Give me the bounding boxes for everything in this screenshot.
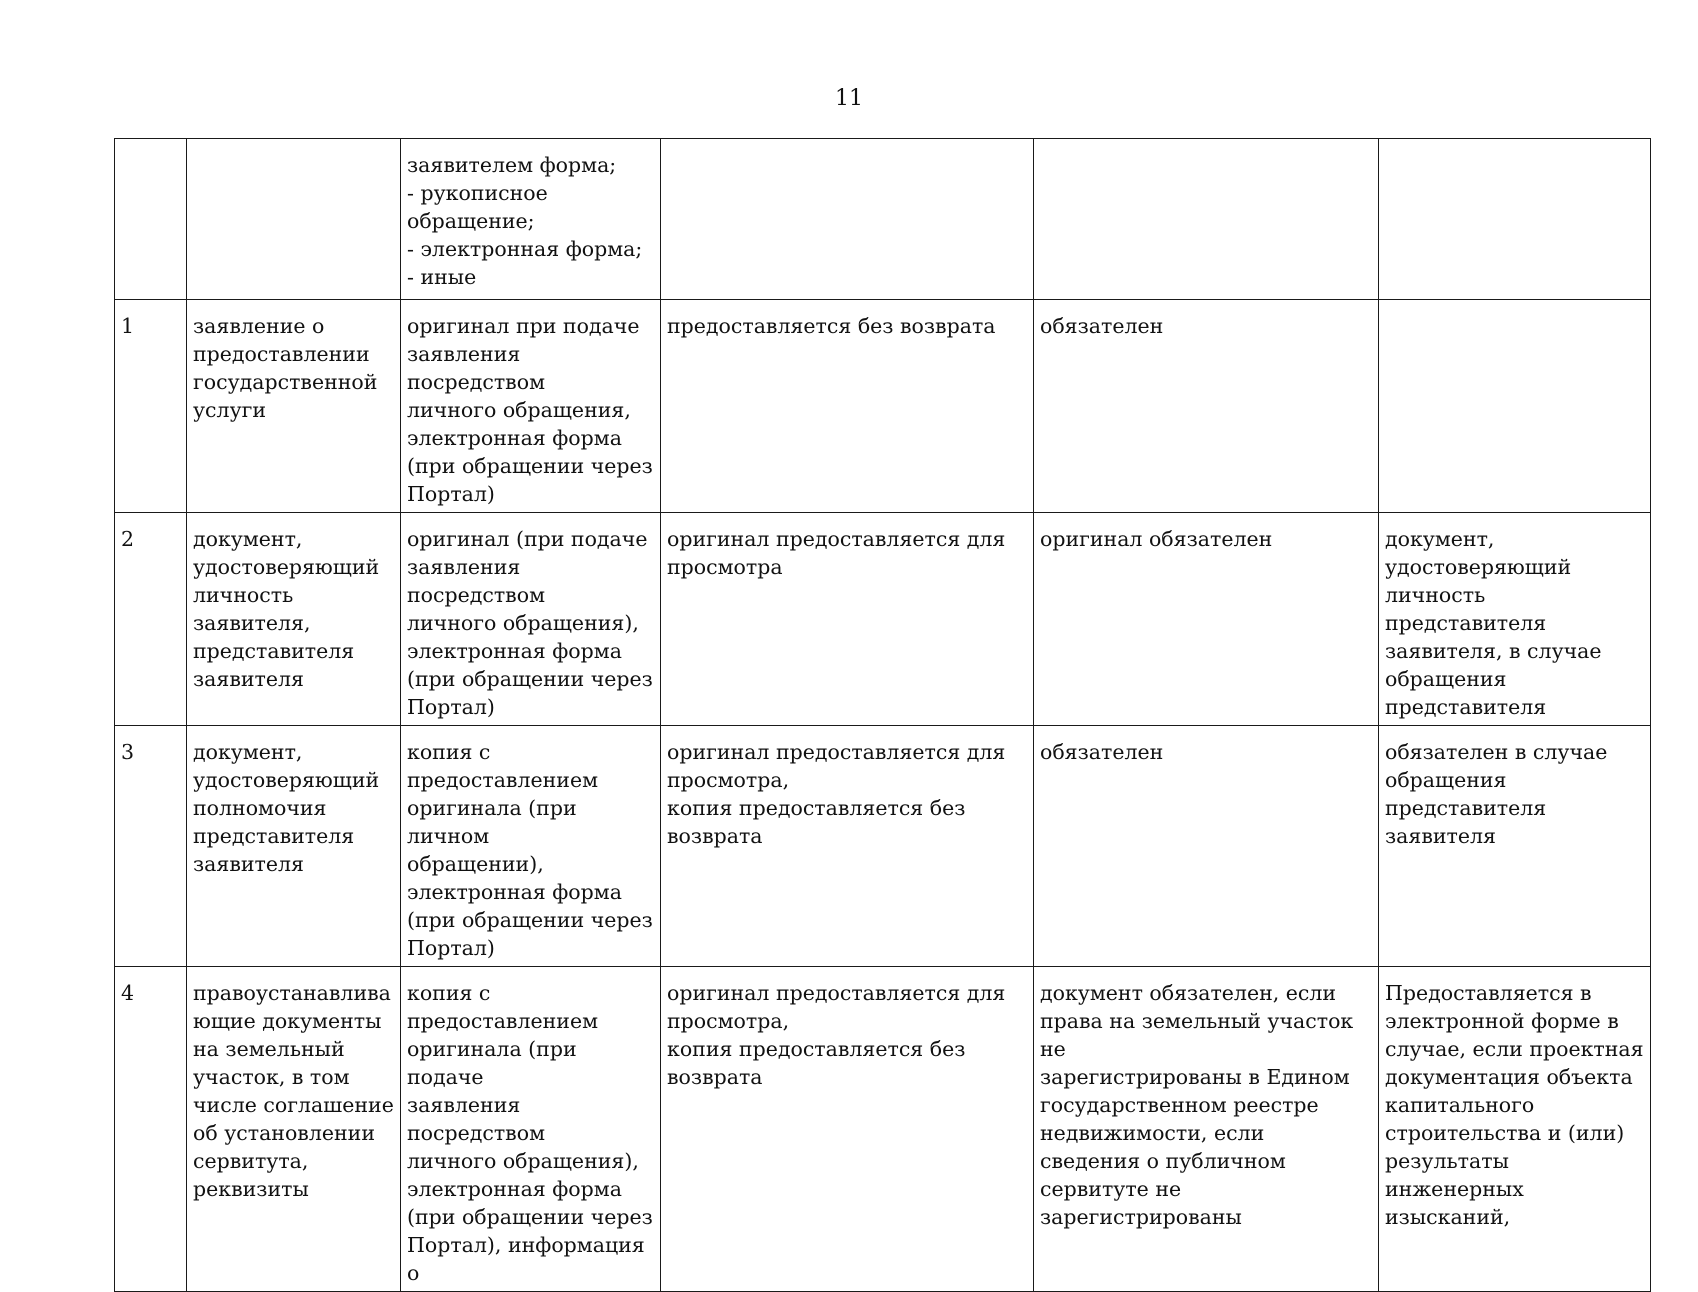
cell-notes: обязателен в случае обращения представителя заявителя (1379, 726, 1651, 967)
table-row (115, 967, 1651, 1292)
cell-submission-terms: предоставляется без возврата (661, 300, 1034, 513)
cell-notes (1379, 300, 1651, 513)
cell-document-form: оригинал (при подаче заявления посредством личного обращения), электронная форма (при обращении через Портал) (401, 513, 661, 726)
cell-document-name: правоустанавлива ющие документы на земельный участок, в том числе соглашение об установлении сервитута, реквизиты (187, 967, 401, 1292)
cell-requirement (1034, 139, 1379, 300)
page-number: 11 (835, 86, 863, 111)
cell-num: 3 (115, 726, 187, 967)
cell-document-name (187, 139, 401, 300)
cell-submission-terms (661, 139, 1034, 300)
cell-num: 4 (115, 967, 187, 1292)
cell-requirement: оригинал обязателен (1034, 513, 1379, 726)
table-row (115, 726, 1651, 967)
documents-table (114, 138, 1651, 1292)
cell-document-form: оригинал при подаче заявления посредством личного обращения, электронная форма (при обращении через Портал) (401, 300, 661, 513)
cell-document-name: документ, удостоверяющий полномочия представителя заявителя (187, 726, 401, 967)
cell-document-form: заявителем форма; - рукописное обращение; - электронная форма; - иные (401, 139, 661, 300)
cell-document-name: заявление о предоставлении государственной услуги (187, 300, 401, 513)
table-row (115, 300, 1651, 513)
cell-submission-terms: оригинал предоставляется для просмотра (661, 513, 1034, 726)
cell-num: 2 (115, 513, 187, 726)
table-row (115, 513, 1651, 726)
cell-requirement: обязателен (1034, 300, 1379, 513)
cell-requirement: документ обязателен, если права на земельный участок не зарегистрированы в Едином государственном реестре недвижимости, если сведения о публичном сервитуте не зарегистрированы (1034, 967, 1379, 1292)
cell-document-form: копия с предоставлением оригинала (при подаче заявления посредством личного обращения), электронная форма (при обращении через Портал), информация о (401, 967, 661, 1292)
cell-submission-terms: оригинал предоставляется для просмотра, копия предоставляется без возврата (661, 967, 1034, 1292)
cell-requirement: обязателен (1034, 726, 1379, 967)
cell-submission-terms: оригинал предоставляется для просмотра, копия предоставляется без возврата (661, 726, 1034, 967)
cell-num (115, 139, 187, 300)
table-row-continuation (115, 139, 1651, 300)
cell-notes (1379, 139, 1651, 300)
cell-notes: Предоставляется в электронной форме в случае, если проектная документация объекта капитального строительства и (или) результаты инженерных изысканий, (1379, 967, 1651, 1292)
cell-document-form: копия с предоставлением оригинала (при личном обращении), электронная форма (при обращении через Портал) (401, 726, 661, 967)
cell-num: 1 (115, 300, 187, 513)
cell-notes: документ, удостоверяющий личность представителя заявителя, в случае обращения представителя (1379, 513, 1651, 726)
cell-document-name: документ, удостоверяющий личность заявителя, представителя заявителя (187, 513, 401, 726)
